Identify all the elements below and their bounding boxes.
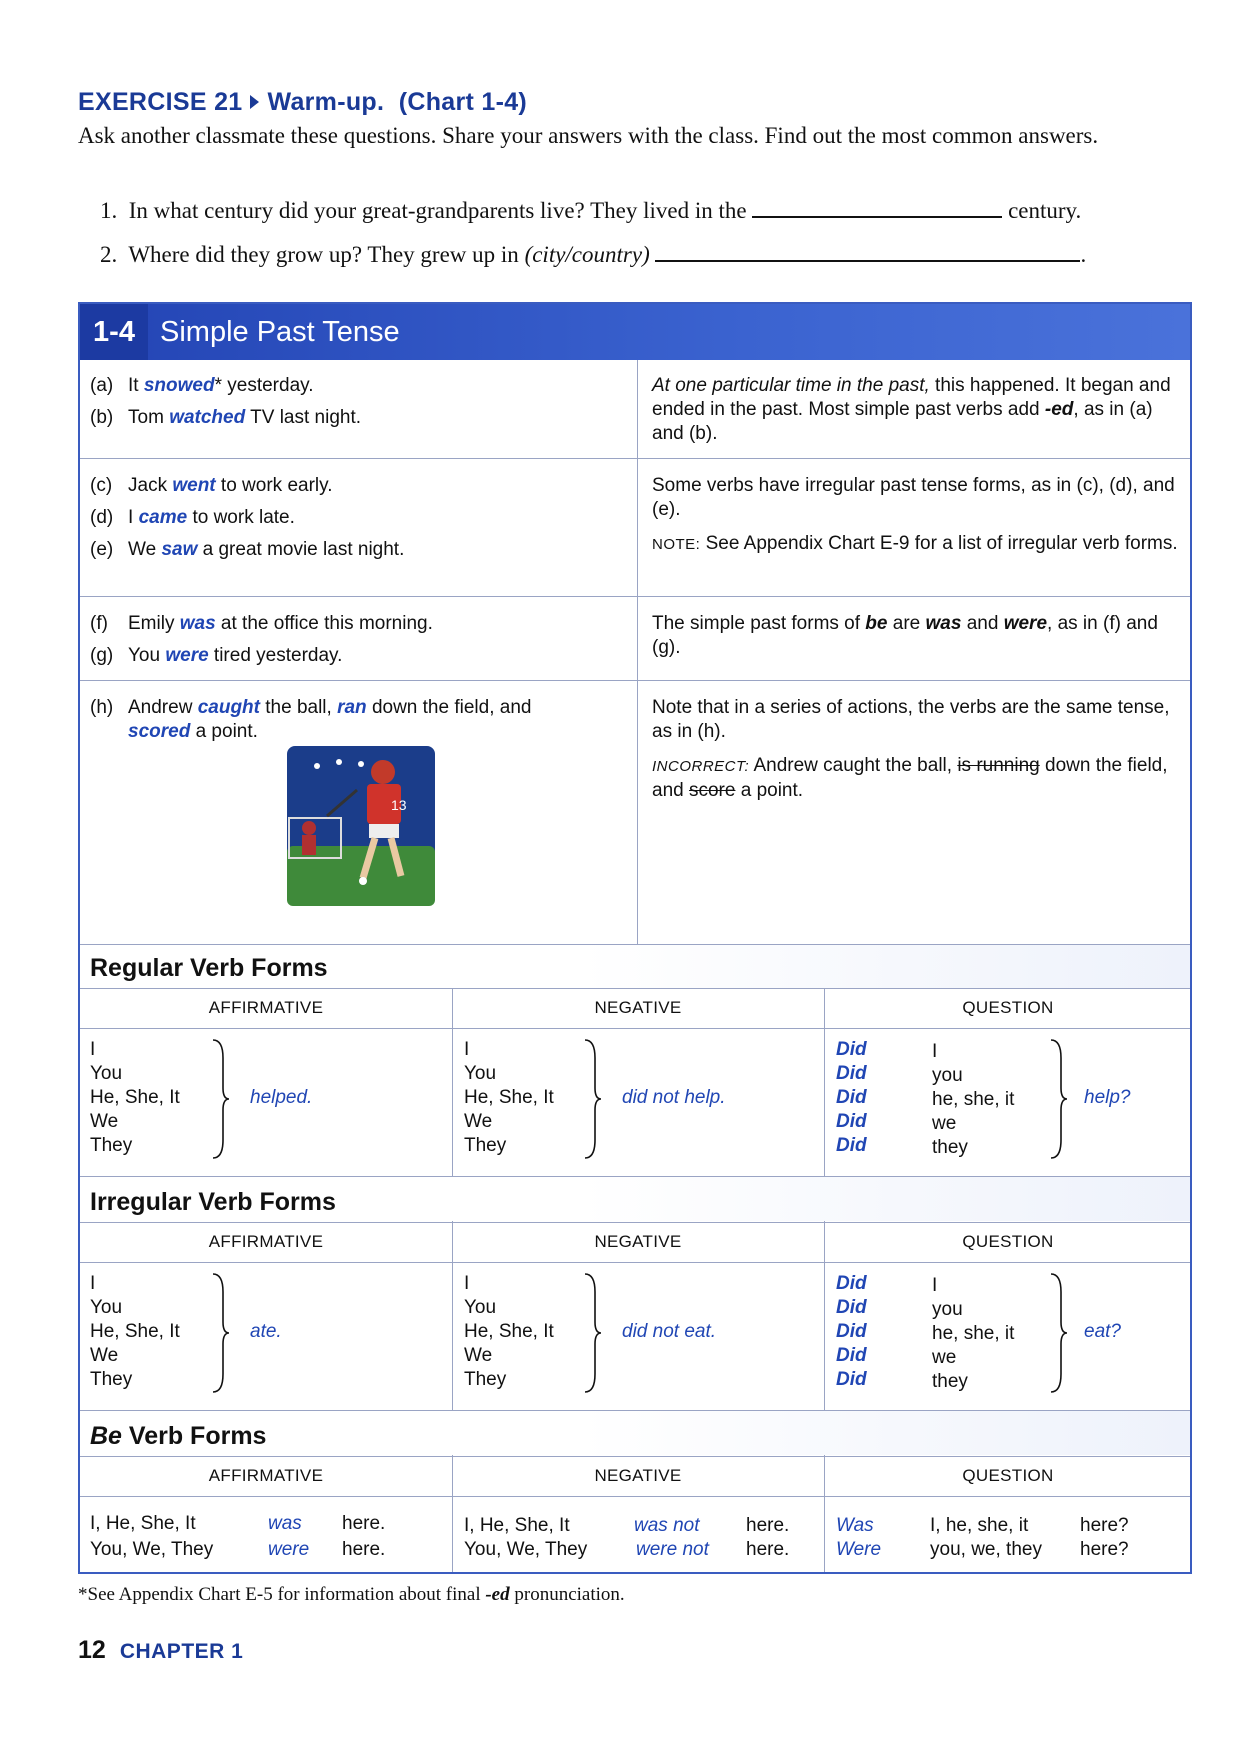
col-negative: NEGATIVE: [594, 1466, 682, 1485]
chapter-label: CHAPTER 1: [119, 1640, 244, 1663]
question-1-end: century.: [1008, 198, 1082, 223]
col-negative: NEGATIVE: [594, 998, 682, 1017]
be-aff-row-2: You, We, They: [90, 1539, 214, 1560]
exercise-instruction: Ask another classmate these questions. Share your answers with the class. Find out the most common answers.: [78, 123, 1099, 148]
jersey-number: 13: [391, 797, 407, 813]
examples-ab: [90, 374, 620, 438]
be-q-verb-1: Was: [836, 1515, 874, 1536]
example-e: (e) We saw a great movie last night.: [90, 539, 405, 560]
right-brace-icon: [210, 1038, 230, 1160]
question-1: [100, 198, 1081, 224]
right-brace-icon: [1048, 1038, 1068, 1160]
irregular-q-pronouns: I you he, she, it we they: [932, 1275, 1015, 1392]
col-question: QUESTION: [962, 1466, 1054, 1485]
example-a: (a) It snowed* yesterday.: [90, 375, 314, 396]
divider: [80, 1456, 1190, 1457]
lacrosse-player-illustration: [287, 746, 435, 906]
play-arrow-icon: [250, 95, 259, 109]
regular-aff-verb: helped.: [250, 1087, 313, 1108]
divider: [637, 360, 638, 944]
example-f: (f) Emily was at the office this morning.: [90, 613, 433, 634]
col-affirmative: AFFIRMATIVE: [208, 998, 324, 1017]
col-affirmative: AFFIRMATIVE: [208, 1232, 324, 1251]
exercise-number: EXERCISE 21: [78, 88, 243, 116]
irregular-q-aux: Did Did Did Did Did: [836, 1273, 867, 1390]
examples-cde: [90, 474, 620, 570]
be-q-verb-2: Were: [836, 1539, 882, 1560]
question-2-end: .: [1080, 242, 1087, 267]
examples-fg: [90, 612, 620, 676]
regular-neg-pronouns: I You He, She, It We They: [464, 1039, 554, 1156]
col-negative: NEGATIVE: [594, 1232, 682, 1251]
grammar-chart: [78, 302, 1192, 1574]
divider: [80, 1262, 1190, 1263]
example-h: (h) Andrew caught the ball, ran down the field, and scored a point.: [90, 697, 532, 742]
divider: [80, 458, 1190, 459]
chart-title: Simple Past Tense: [160, 316, 400, 348]
be-q-subj-1: I, he, she, it: [930, 1515, 1029, 1536]
note: NOTE: See Appendix Chart E-9 for a list of irregular verb forms.: [652, 533, 1178, 554]
regular-q-pronouns: I you he, she, it we they: [932, 1041, 1015, 1158]
regular-q-aux: Did Did Did Did Did: [836, 1039, 867, 1156]
question-2-hint: (city/country): [524, 242, 650, 267]
page-number: 12: [78, 1636, 106, 1664]
be-aff-rest-2: here.: [342, 1539, 386, 1560]
divider: [80, 680, 1190, 681]
player-helmet: [371, 760, 395, 784]
question-1-text: In what century did your great-grandparents live? They lived in the: [128, 198, 747, 223]
page-footer: [78, 1636, 243, 1665]
divider: [80, 1028, 1190, 1029]
example-b: (b) Tom watched TV last night.: [90, 407, 362, 428]
right-brace-icon: [210, 1272, 230, 1394]
be-verb-forms-title: Be Verb Forms: [90, 1422, 267, 1450]
incorrect-example: INCORRECT: Andrew caught the ball, is running down the field, and score a point.: [652, 755, 1168, 801]
chart-header: [80, 304, 1190, 360]
be-neg-verb-1: was not: [634, 1515, 700, 1536]
example-c: (c) Jack went to work early.: [90, 475, 333, 496]
exercise-chart-ref: (Chart 1-4): [398, 88, 528, 116]
irregular-aff-verb: ate.: [250, 1321, 282, 1342]
irregular-verb-forms-title: Irregular Verb Forms: [90, 1188, 336, 1216]
explanation-cde: Some verbs have irregular past tense forms, as in (c), (d), and (e). NOTE: See Appendix Chart E-9 for a list of irregular verb forms.: [652, 474, 1182, 557]
col-affirmative: AFFIRMATIVE: [208, 1466, 324, 1485]
be-aff-rest-1: here.: [342, 1513, 386, 1534]
irregular-q-verb: eat?: [1084, 1321, 1121, 1342]
irregular-aff-pronouns: I You He, She, It We They: [90, 1273, 180, 1390]
be-neg-verb-2: were not: [636, 1539, 709, 1560]
right-brace-icon: [1048, 1272, 1068, 1394]
be-q-rest-1: here?: [1080, 1515, 1129, 1536]
divider: [80, 1222, 1190, 1223]
divider: [80, 1496, 1190, 1497]
be-q-subj-2: you, we, they: [930, 1539, 1042, 1560]
regular-aff-pronouns: I You He, She, It We They: [90, 1039, 180, 1156]
be-neg-subj-2: You, We, They: [464, 1539, 588, 1560]
be-neg-rest-1: here.: [746, 1515, 790, 1536]
footnote: *See Appendix Chart E-5 for information about final -ed pronunciation.: [78, 1584, 625, 1605]
explanation-ab: At one particular time in the past, this happened. It began and ended in the past. Most simple past verbs add -ed, as in (a) and (b).: [652, 375, 1171, 444]
regular-q-verb: help?: [1084, 1087, 1131, 1108]
be-neg-subj-1: I, He, She, It: [464, 1515, 570, 1536]
example-d: (d) I came to work late.: [90, 507, 295, 528]
be-aff-verb-2: were: [268, 1539, 310, 1560]
explanation-fg: The simple past forms of be are was and were, as in (f) and (g).: [652, 613, 1158, 658]
irregular-neg-pronouns: I You He, She, It We They: [464, 1273, 554, 1390]
exercise-subtitle: Warm-up.: [267, 88, 385, 116]
right-brace-icon: [582, 1038, 602, 1160]
be-q-rest-2: here?: [1080, 1539, 1129, 1560]
explanation-h: Note that in a series of actions, the verbs are the same tense, as in (h). INCORRECT: Andrew caught the ball, is running down the field, and score a point.: [652, 696, 1182, 803]
right-brace-icon: [582, 1272, 602, 1394]
question-2: [100, 242, 1086, 268]
question-2-text: Where did they grow up? They grew up in: [128, 242, 519, 267]
be-aff-row-1: I, He, She, It: [90, 1513, 196, 1534]
question-1-number: 1.: [100, 198, 118, 223]
question-2-blank[interactable]: [655, 260, 1080, 262]
regular-neg-verb: did not help.: [622, 1087, 726, 1108]
question-2-number: 2.: [100, 242, 118, 267]
be-neg-rest-2: here.: [746, 1539, 790, 1560]
chart-number: 1-4: [80, 304, 148, 360]
regular-verb-forms-title: Regular Verb Forms: [90, 954, 328, 982]
divider: [80, 988, 1190, 989]
col-question: QUESTION: [962, 1232, 1054, 1251]
example-g: (g) You were tired yesterday.: [90, 645, 343, 666]
be-aff-verb-1: was: [268, 1513, 302, 1534]
col-question: QUESTION: [962, 998, 1054, 1017]
irregular-neg-verb: did not eat.: [622, 1321, 717, 1342]
question-1-blank[interactable]: [752, 216, 1002, 218]
exercise-title: [78, 88, 527, 117]
divider: [80, 596, 1190, 597]
